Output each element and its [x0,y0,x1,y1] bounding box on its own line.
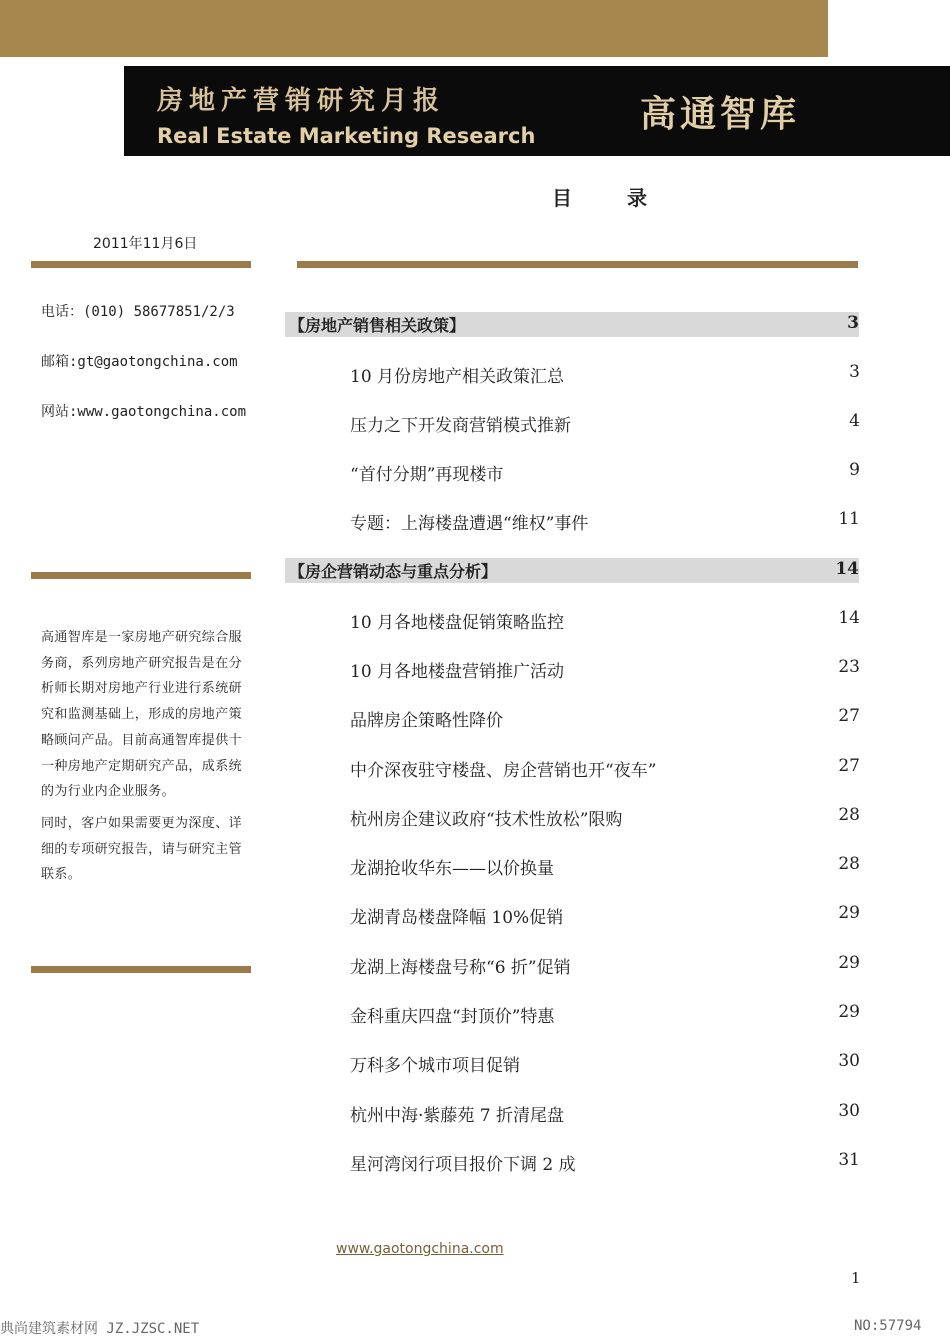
toc-item-label: 龙湖上海楼盘号称“6 折”促销 [350,958,571,978]
brand-name: 高通智库 [640,94,801,135]
about-paragraph: 高通智库是一家房地产研究综合服务商，系列房地产研究报告是在分析师长期对房地产行业进行系统研究和监测基础上，形成的房地产策略顾问产品。目前高通智库提供十一种房地产定期研究产品，成系统的为行业内企业服务。 [41,630,243,800]
header-gold-bar [0,0,828,57]
toc-item[interactable] [350,953,860,977]
toc-item[interactable] [350,362,860,386]
toc-item-page: 23 [838,657,860,677]
toc-item-page: 9 [849,460,860,480]
toc-item-label: 杭州房企建议政府“技术性放松”限购 [350,810,623,830]
toc-section-label: 【房企营销动态与重点分析】 [289,562,498,581]
toc-item[interactable] [350,903,860,927]
contact-email[interactable]: 邮箱:gt@gaotongchina.com [41,354,238,370]
toc-item[interactable] [350,1101,860,1125]
contact-phone: 电话：(010) 58677851/2/3 [41,304,235,320]
toc-item[interactable] [350,854,860,878]
toc-section-label: 【房地产销售相关政策】 [289,316,466,335]
toc-item[interactable] [350,756,860,780]
toc-section[interactable] [285,558,859,583]
toc-heading: 目 录 [552,186,671,210]
toc-item-label: 10 月各地楼盘促销策略监控 [350,613,565,633]
toc-item-page: 29 [838,953,860,973]
toc-item-label: 专题：上海楼盘遭遇“维权”事件 [350,514,589,534]
toc-item[interactable] [350,608,860,632]
sidebar-divider [31,966,251,973]
toc-item[interactable] [350,805,860,829]
toc-divider [297,261,858,268]
toc-item-label: 中介深夜驻守楼盘、房企营销也开“夜车” [350,761,657,781]
sidebar-divider [31,261,251,268]
watermark-text: 典尚建筑素材网 JZ.JZSC.NET [0,1321,200,1337]
toc-item-page: 4 [849,411,860,431]
about-paragraph: 同时，客户如果需要更为深度、详细的专项研究报告，请与研究主管联系。 [41,815,243,883]
toc-item-page: 30 [838,1051,860,1071]
toc-item-page: 29 [838,903,860,923]
toc-item-page: 27 [838,706,860,726]
toc-item[interactable] [350,706,860,730]
toc-item-label: 压力之下开发商营销模式推新 [350,416,571,436]
watermark-id: NO:57794 [854,1318,922,1334]
about-text [41,625,253,894]
toc-item-label: “首付分期”再现楼市 [350,465,504,485]
toc-item-label: 品牌房企策略性降价 [350,711,503,731]
toc-section[interactable] [285,312,859,337]
toc-item-label: 万科多个城市项目促销 [350,1056,520,1076]
report-title-cn: 房地产营销研究月报 [157,86,446,116]
toc-item-label: 龙湖抢收华东——以价换量 [350,859,554,879]
page-number: 1 [851,1269,861,1287]
toc-item-page: 30 [838,1101,860,1121]
toc-item-label: 金科重庆四盘“封顶价”特惠 [350,1007,555,1027]
sidebar-divider [31,572,251,579]
toc-item-label: 星河湾闵行项目报价下调 2 成 [350,1155,576,1175]
toc-section-page: 3 [847,313,859,333]
toc-item-label: 龙湖青岛楼盘降幅 10%促销 [350,908,564,928]
toc-item-page: 27 [838,756,860,776]
toc-item[interactable] [350,1002,860,1026]
toc-item[interactable] [350,509,860,533]
report-title-en: Real Estate Marketing Research [157,124,536,148]
toc-item-page: 3 [849,362,860,382]
report-date: 2011年11月6日 [93,236,198,252]
toc-item-label: 10 月各地楼盘营销推广活动 [350,662,565,682]
footer-website-link[interactable]: www.gaotongchina.com [336,1241,504,1257]
toc-item[interactable] [350,1051,860,1075]
toc-item-page: 28 [838,854,860,874]
toc-item[interactable] [350,1150,860,1174]
toc-item-page: 11 [838,509,860,529]
toc-item-label: 10 月份房地产相关政策汇总 [350,367,565,387]
toc-item-label: 杭州中海·紫藤苑 7 折清尾盘 [350,1106,565,1126]
contact-website[interactable]: 网站:www.gaotongchina.com [41,404,247,420]
toc-item-page: 31 [838,1150,860,1170]
toc-item-page: 28 [838,805,860,825]
toc-item-page: 29 [838,1002,860,1022]
toc-item[interactable] [350,460,860,484]
toc-item-page: 14 [838,608,860,628]
toc-item[interactable] [350,411,860,435]
toc-item[interactable] [350,657,860,681]
toc-section-page: 14 [835,559,859,579]
